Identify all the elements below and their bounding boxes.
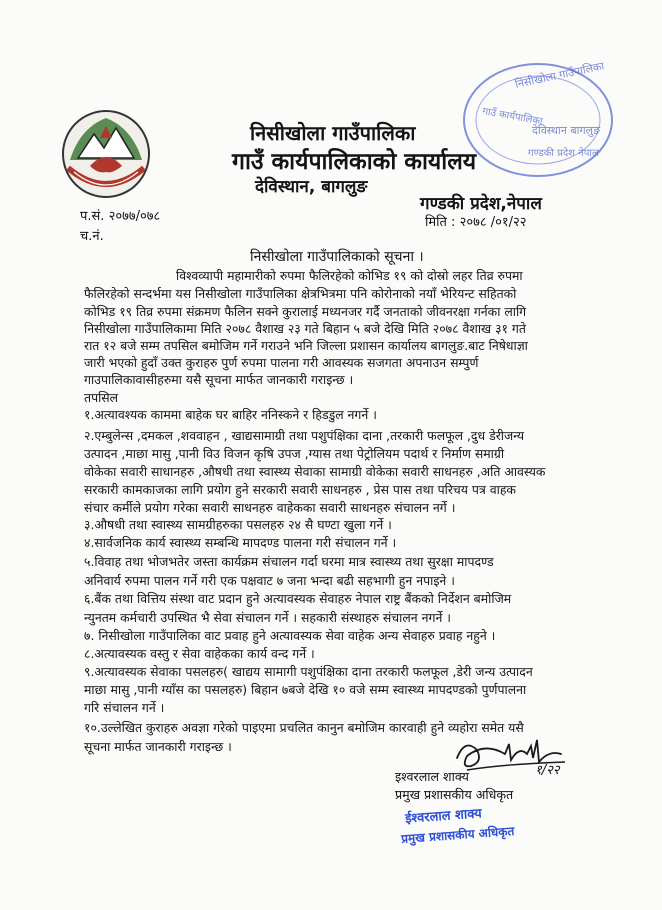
letter-ref-number: प.सं. २०७७/०७८: [80, 209, 161, 224]
list-item: ९.अत्यावस्यक सेवाका पसलहरु( खाद्यय सामागी पशुपंक्षिका दाना तरकारी फलफूल ,डेरी जन्य उत्पादन: [84, 664, 533, 679]
list-item: गरि संचालन गर्ने ।: [84, 700, 165, 715]
list-item: १०.उल्लेखित कुराहरु अवज्ञा गरेको पाइएमा प्रचलित कानुन बमोजिम कारवाही हुने व्यहोरा समेत यसै: [84, 720, 524, 735]
svg-text:निसीखोला गाउँपालिका: निसीखोला गाउँपालिका: [513, 59, 606, 91]
list-item: ४.सार्वजनिक कार्य स्वास्थ्य सम्बन्धि मापदण्ड पालना गरी संचालन गर्ने ।: [84, 535, 397, 550]
paragraph-line: रात १२ बजे सम्म तपसिल बमोजिम गर्ने गराउने भनि जिल्ला प्रशासन कार्यालय बागलुङ.बाट निषेधाज्ञा: [84, 338, 528, 353]
name-stamp: ईश्वरलाल शाक्य: [404, 806, 483, 827]
dispatch-number: च.नं.: [80, 229, 104, 244]
list-item: ३.औषधी तथा स्वास्थ्य सामग्रीहरुका पसलहरु २४ सै घण्टा खुला गर्ने ।: [84, 517, 392, 532]
list-item: सूचना मार्फत जानकारी गराइन्छ ।: [84, 739, 232, 754]
svg-text:गण्डकी प्रदेश नेपाल: गण्डकी प्रदेश नेपाल: [528, 148, 599, 159]
tapasil-heading: तपसिल: [84, 390, 119, 405]
list-item: ८.अत्यावस्यक वस्तु र सेवा वाहेकका कार्य वन्द गर्ने ।: [84, 646, 315, 661]
designation-stamp: प्रमुख प्रशासकीय अधिकृत: [400, 824, 515, 846]
paragraph-line: कोभिड १९ तिव्र रुपमा संक्रमण फैलिन सक्ने कुरालाई मध्यनजर गर्दै जनताको जीवनरक्षा गर्नका लागि: [84, 304, 527, 319]
list-item: ५.विवाह तथा भोजभतेर जस्ता कार्यक्रम संचालन गर्दा घरमा मात्र स्वास्थ्य तथा सुरक्षा मापदण्ड: [84, 554, 494, 569]
paragraph-line: जारी भएको हुदाँ उक्त कुराहरु पुर्ण रुपमा पालना गरी आवस्यक सजगता अपनाउन सम्पुर्ण: [84, 355, 479, 370]
nepal-emblem-icon: [60, 108, 152, 200]
list-item: अनिवार्य रुपमा पालन गर्ने गरी एक पक्षवाट ७ जना भन्दा बढी सहभागी हुन नपाइने ।: [84, 573, 455, 588]
paragraph-line: निसीखोला गाउँपालिकामा मिति २०७८ वैशाख २३ गते बिहान ५ बजे देखि मिति २०७८ वैशाख ३१ गते: [84, 321, 526, 336]
list-item: २.एम्बुलेन्स ,दमकल ,शववाहन , खाद्यसामाग्री तथा पशुपंक्षिका दाना ,तरकारी फलफूल ,दुध डेरीजन्य: [84, 428, 525, 443]
municipality-name: निसीखोला गाउँपालिका: [250, 121, 416, 145]
svg-text:गाउँ कार्यपालिका: गाउँ कार्यपालिका: [481, 106, 544, 128]
notice-title: निसीखोला गाउँपालिकाको सूचना ।: [250, 249, 424, 265]
signatory-name: इश्वरलाल शाक्य: [395, 769, 469, 784]
list-item: ७. निसीखोला गाउँपालिका वाट प्रवाह हुने अत्यावस्यक सेवा वाहेक अन्य सेवाहरु प्रवाह नहुने ।: [84, 628, 496, 643]
list-item: संचार कर्मीले प्रयोग गरेका सवारी साधनहरु वाहेकका सवारी साधनहरु संचालन नर्गे ।: [84, 500, 456, 515]
paragraph-line: गाउपालिकावासीहरुमा यसै सूचना मार्फत जानकारी गराइन्छ ।: [84, 372, 354, 387]
list-item: वोकेका सवारी साधानहरु ,औषधी तथा स्वास्थ्य सेवाका सामाग्री वोकेका सवारी साधनहरु ,अति आवस्यक: [84, 464, 546, 479]
letter-date: मिति : २०७८ /०१/२२: [425, 215, 527, 230]
province-name: गण्डकी प्रदेश,नेपाल: [420, 194, 542, 214]
list-item: उत्पादन ,माछा मासु ,पानी विउ विजन कृषि उपज ,ग्यास तथा पेट्रोलियम पदार्थ र निर्माण समाग्री: [84, 446, 505, 461]
signature-date-mark: १/२२: [535, 763, 560, 778]
paragraph-line: विश्वव्यापी महामारीको रुपमा फैलिरहेको कोभिड १९ को दोस्रो लहर तिव्र रुपमा: [176, 268, 523, 283]
office-address: देविस्थान, बागलुङ: [255, 177, 368, 197]
svg-text:देविस्थान बागलुङ: देविस्थान बागलुङ: [532, 124, 601, 137]
list-item: १.अत्यावश्यक काममा बाहेक घर बाहिर ननिस्कने र हिडडुल नगर्ने ।: [84, 407, 377, 422]
office-round-stamp: [458, 58, 618, 182]
list-item: न्युनतम कर्मचारी उपस्थित भै सेवा संचालन गर्ने । सहकारी संस्थाहरु संचालन नगर्ने ।: [84, 610, 451, 625]
list-item: माछा मासु ,पानी ग्याँस का पसलहरु) बिहान ७बजे देखि १० वजे सम्म स्वास्थ्य मापदण्डको पुर्णपालना: [84, 682, 527, 697]
list-item: सरकारी कामकाजका लागि प्रयोग हुने सरकारी सवारी साधनहरु , प्रेस पास तथा परिचय पत्र वाहक: [84, 482, 516, 497]
paragraph-line: फैलिरहेको सन्दर्भमा यस निसीखोला गाउँपालिका क्षेत्रभित्रमा पनि कोरोनाको नयाँ भेरियन्ट सहितको: [84, 286, 517, 301]
signatory-designation: प्रमुख प्रशासकीय अधिकृत: [395, 787, 514, 802]
office-name: गाउँ कार्यपालिकाको कार्यालय: [232, 149, 477, 175]
list-item: ६.बैंक तथा वित्तिय संस्था वाट प्रदान हुने अत्यावस्यक सेवाहरु नेपाल राष्ट्र बैंकको निर्देशन बमोजिम: [84, 591, 512, 606]
